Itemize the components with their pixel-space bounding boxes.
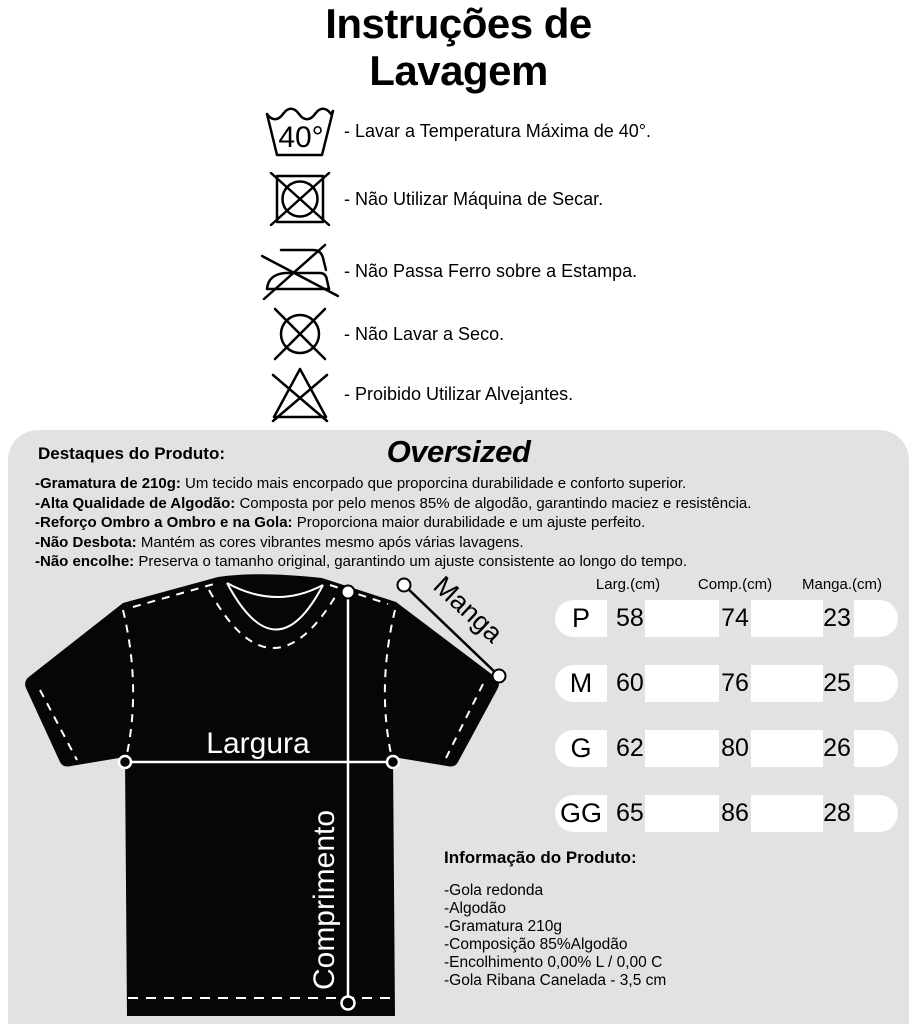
length-value: 74 xyxy=(721,604,749,632)
highlight-text: Preserva o tamanho original, garantindo um ajuste consistente ao longo do tempo. xyxy=(134,553,688,570)
manga-label: Manga xyxy=(427,570,509,649)
highlight-item xyxy=(35,513,751,533)
highlight-lead: -Alta Qualidade de Algodão: xyxy=(35,494,236,512)
no-iron-icon xyxy=(258,242,342,300)
table-end-cap xyxy=(854,730,898,767)
care-row-no-bleach xyxy=(258,365,573,423)
highlight-item xyxy=(35,533,751,553)
style-label: Oversized xyxy=(386,434,531,469)
highlight-lead: -Reforço Ombro a Ombro e na Gola: xyxy=(35,514,293,531)
measure-endpoint-icon xyxy=(493,670,506,683)
highlights-list xyxy=(35,474,751,572)
measure-endpoint-icon xyxy=(398,579,411,592)
largura-label: Largura xyxy=(206,727,310,760)
size-table-header-row xyxy=(555,576,898,594)
highlight-lead: -Não encolhe: xyxy=(35,553,135,570)
size-badge: G xyxy=(555,730,607,767)
wash-temp-text: 40° xyxy=(278,121,324,154)
sleeve-value: 25 xyxy=(823,669,851,697)
no-dry-clean-icon xyxy=(258,305,342,363)
care-label: - Não Passa Ferro sobre a Estampa. xyxy=(344,260,638,281)
care-row-no-dry-clean xyxy=(258,306,504,362)
no-bleach-icon xyxy=(258,365,342,423)
care-row-no-iron xyxy=(258,243,637,299)
size-badge: GG xyxy=(555,795,607,832)
width-value: 60 xyxy=(616,669,644,697)
table-divider-box xyxy=(751,795,823,832)
highlight-item xyxy=(35,474,751,494)
table-divider-box xyxy=(645,665,719,702)
page-title xyxy=(0,0,917,94)
size-table-header-width: Larg.(cm) xyxy=(595,576,661,593)
care-row-wash-40 xyxy=(258,102,651,160)
care-label: - Não Utilizar Máquina de Secar. xyxy=(344,188,604,209)
size-row-g xyxy=(555,730,898,767)
table-divider-box xyxy=(751,665,823,702)
product-info-item: -Gola redonda xyxy=(444,882,544,899)
size-row-gg xyxy=(555,795,898,832)
highlight-item xyxy=(35,494,751,514)
length-value: 76 xyxy=(721,669,749,697)
measure-endpoint-icon xyxy=(342,997,355,1010)
care-label: - Lavar a Temperatura Máxima de 40°. xyxy=(344,120,652,141)
highlight-text: Proporciona maior durabilidade e um ajuste perfeito. xyxy=(292,514,646,531)
product-info-item: -Composição 85%Algodão xyxy=(444,936,628,953)
highlight-text: Mantém as cores vibrantes mesmo após várias lavagens. xyxy=(136,533,524,551)
width-value: 62 xyxy=(616,734,644,762)
table-divider-box xyxy=(751,730,823,767)
size-badge: P xyxy=(555,600,607,637)
highlight-lead: -Gramatura de 210g: xyxy=(35,475,181,492)
table-divider-box xyxy=(645,730,719,767)
product-info-item: -Algodão xyxy=(444,900,507,917)
table-divider-box xyxy=(751,600,823,637)
care-label: - Não Lavar a Seco. xyxy=(344,323,505,344)
product-info-item: -Gramatura 210g xyxy=(444,918,563,935)
product-info-heading: Informação do Produto: xyxy=(444,848,637,867)
sleeve-value: 26 xyxy=(823,734,851,762)
page-title-line2: Lavagem xyxy=(369,47,548,94)
size-row-m xyxy=(555,665,898,702)
no-tumble-dry-icon xyxy=(258,172,342,226)
tshirt-measurement-diagram xyxy=(0,570,560,1024)
width-value: 58 xyxy=(616,604,644,632)
table-end-cap xyxy=(854,665,898,702)
sleeve-value: 23 xyxy=(823,604,851,632)
size-badge: M xyxy=(555,665,607,702)
measure-endpoint-icon xyxy=(342,586,355,599)
product-info-item: -Gola Ribana Canelada - 3,5 cm xyxy=(444,972,667,989)
care-label: - Proibido Utilizar Alvejantes. xyxy=(344,383,574,404)
highlights-heading: Destaques do Produto: xyxy=(38,444,226,463)
table-divider-box xyxy=(645,795,719,832)
care-row-no-tumble-dry xyxy=(258,174,603,224)
highlight-text: Composta por pelo menos 85% de algodão, garantindo maciez e resistência. xyxy=(235,494,752,512)
highlight-lead: -Não Desbota: xyxy=(35,533,137,551)
length-value: 80 xyxy=(721,734,749,762)
highlight-item xyxy=(35,552,751,572)
width-value: 65 xyxy=(616,799,644,827)
highlight-text: Um tecido mais encorpado que proporcina durabilidade e conforto superior. xyxy=(180,475,687,492)
comprimento-label: Comprimento xyxy=(308,809,341,991)
length-value: 86 xyxy=(721,799,749,827)
page-title-line1: Instruções de xyxy=(325,0,592,47)
size-table-header-length: Comp.(cm) xyxy=(697,576,773,593)
product-info-item: -Encolhimento 0,00% L / 0,00 C xyxy=(444,954,663,971)
sleeve-value: 28 xyxy=(823,799,851,827)
table-end-cap xyxy=(854,600,898,637)
size-table-header-sleeve: Manga.(cm) xyxy=(801,576,883,593)
measure-endpoint-icon xyxy=(119,756,131,768)
measure-endpoint-icon xyxy=(387,756,399,768)
tshirt-silhouette xyxy=(25,574,499,1016)
wash-40-icon xyxy=(258,103,342,159)
table-divider-box xyxy=(645,600,719,637)
size-row-p xyxy=(555,600,898,637)
table-end-cap xyxy=(854,795,898,832)
